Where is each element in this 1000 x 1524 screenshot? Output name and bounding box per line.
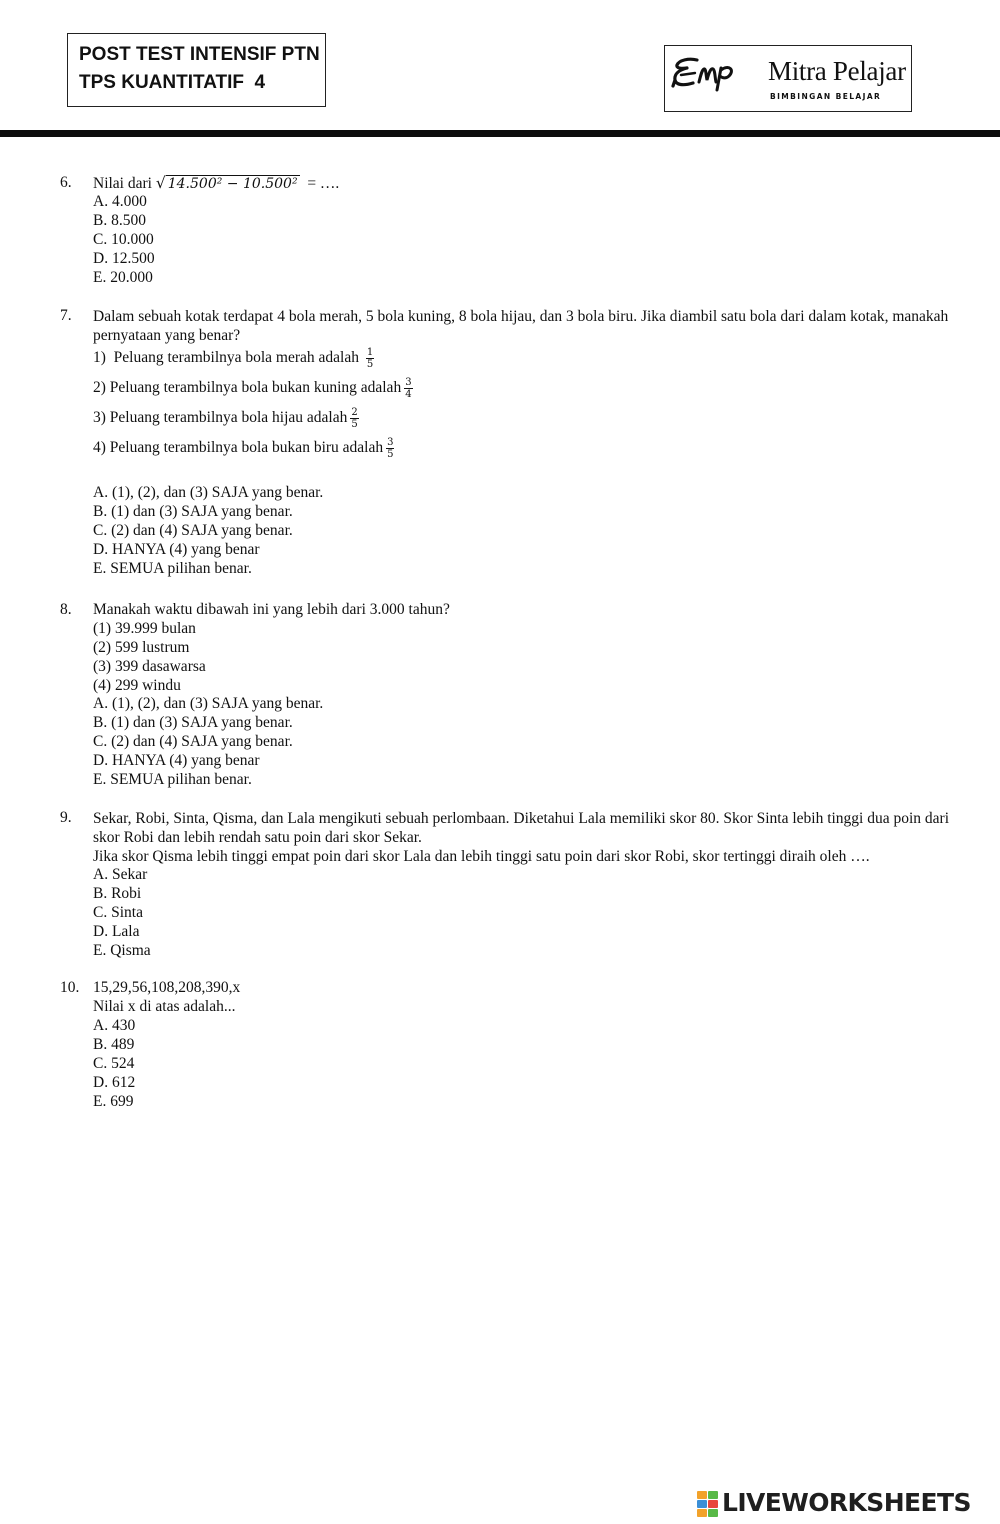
statement-1: (1) 39.999 bulan	[93, 620, 196, 637]
logo-square-2	[708, 1491, 718, 1499]
logo-square-5	[697, 1509, 707, 1517]
option-a[interactable]: A. 430	[93, 1017, 136, 1034]
logo-square-3	[697, 1500, 707, 1508]
denominator: 5	[351, 419, 358, 430]
option-c[interactable]: C. (2) dan (4) SAJA yang benar.	[93, 733, 293, 750]
statement-3: (3) 399 dasawarsa	[93, 658, 206, 675]
option-d[interactable]: D. 612	[93, 1074, 136, 1091]
option-e[interactable]: E. SEMUA pilihan benar.	[93, 771, 252, 788]
fraction	[350, 407, 358, 430]
statement-3	[93, 407, 359, 430]
numerator: 3	[387, 437, 394, 448]
option-d[interactable]: D. HANYA (4) yang benar	[93, 752, 260, 769]
statement-4	[93, 437, 394, 460]
question-stem: Manakah waktu dibawah ini yang lebih dari 3.000 tahun?	[93, 601, 450, 618]
option-e[interactable]: E. Qisma	[93, 942, 151, 959]
option-b[interactable]: B. 489	[93, 1036, 135, 1053]
option-d[interactable]: D. 12.500	[93, 250, 155, 267]
logo-square-4	[708, 1500, 718, 1508]
denominator: 5	[366, 359, 374, 370]
option-c[interactable]: C. Sinta	[93, 904, 143, 921]
watermark-text: LIVEWORKSHEETS	[722, 1488, 971, 1517]
option-d[interactable]: D. HANYA (4) yang benar	[93, 541, 260, 558]
option-b[interactable]: B. Robi	[93, 885, 142, 902]
logo-square-1	[697, 1491, 707, 1499]
denominator: 5	[387, 449, 394, 460]
question-stem: Dalam sebuah kotak terdapat 4 bola merah, 5 bola kuning, 8 bola hijau, dan 3 bola biru. Jika diambil satu bola dari dalam kotak, manakah pernyataan yang benar?	[93, 308, 949, 344]
numerator: 2	[351, 407, 358, 418]
sqrt-expression: 14.500² − 10.500²	[167, 176, 298, 192]
statement-2	[93, 377, 413, 400]
option-b[interactable]: B. (1) dan (3) SAJA yang benar.	[93, 503, 293, 520]
logo-subtitle: BIMBINGAN BELAJAR	[770, 92, 882, 101]
question-stem: Sekar, Robi, Sinta, Qisma, dan Lala mengikuti sebuah perlombaan. Diketahui Lala memiliki skor 80. Skor Sinta lebih tinggi dua poin dari skor Robi dan lebih rendah satu poin dari skor Sekar.	[93, 810, 950, 846]
statement-text: 4) Peluang terambilnya bola bukan biru adalah	[93, 439, 384, 457]
sqrt-symbol-icon: √	[155, 174, 166, 192]
statement-1	[93, 347, 374, 370]
sequence: 15,29,56,108,208,390,x	[93, 979, 241, 996]
statement-text: 1) Peluang terambilnya bola merah adalah	[93, 349, 363, 367]
question-number: 9.	[60, 809, 72, 826]
fraction	[386, 437, 394, 460]
liveworksheets-watermark	[697, 1488, 997, 1520]
statement-2: (2) 599 lustrum	[93, 639, 190, 656]
option-b[interactable]: B. 8.500	[93, 212, 146, 229]
option-b[interactable]: B. (1) dan (3) SAJA yang benar.	[93, 714, 293, 731]
title-line-1: POST TEST INTENSIF PTN	[79, 44, 320, 65]
question-number: 7.	[60, 307, 72, 324]
option-e[interactable]: E. 20.000	[93, 269, 153, 286]
logo	[664, 45, 912, 112]
fraction	[366, 347, 374, 370]
header-divider	[0, 130, 1000, 137]
denominator: 4	[405, 389, 412, 400]
option-a[interactable]: A. Sekar	[93, 866, 148, 883]
statement-text: 2) Peluang terambilnya bola bukan kuning adalah	[93, 379, 402, 397]
option-d[interactable]: D. Lala	[93, 923, 140, 940]
stem-lead: Nilai dari	[93, 175, 156, 192]
logo-name: Mitra Pelajar	[768, 56, 906, 86]
stem-tail: = ….	[299, 175, 340, 192]
emp-logo-icon	[671, 56, 767, 92]
option-c[interactable]: C. (2) dan (4) SAJA yang benar.	[93, 522, 293, 539]
option-a[interactable]: A. (1), (2), dan (3) SAJA yang benar.	[93, 695, 324, 712]
option-a[interactable]: A. 4.000	[93, 193, 147, 210]
question-number: 10.	[60, 979, 80, 996]
title-box	[67, 33, 326, 107]
question-number: 6.	[60, 174, 72, 191]
liveworksheets-logo-icon	[697, 1491, 719, 1517]
logo-square-6	[708, 1509, 718, 1517]
option-e[interactable]: E. SEMUA pilihan benar.	[93, 560, 252, 577]
option-c[interactable]: C. 10.000	[93, 231, 154, 248]
option-e[interactable]: E. 699	[93, 1093, 134, 1110]
question-stem: Nilai x di atas adalah...	[93, 998, 236, 1015]
statement-text: 3) Peluang terambilnya bola hijau adalah	[93, 409, 348, 427]
question-stem-2: Jika skor Qisma lebih tinggi empat poin dari skor Lala dan lebih tinggi satu poin dari skor Robi, skor tertinggi diraih oleh ….	[93, 848, 870, 865]
question-number: 8.	[60, 601, 72, 618]
fraction	[404, 377, 412, 400]
numerator: 3	[405, 377, 412, 388]
option-a[interactable]: A. (1), (2), dan (3) SAJA yang benar.	[93, 484, 324, 501]
numerator: 1	[366, 347, 374, 358]
option-c[interactable]: C. 524	[93, 1055, 135, 1072]
statement-4: (4) 299 windu	[93, 677, 181, 694]
title-line-2: TPS KUANTITATIF 4	[79, 72, 266, 93]
question-stem	[93, 174, 339, 193]
